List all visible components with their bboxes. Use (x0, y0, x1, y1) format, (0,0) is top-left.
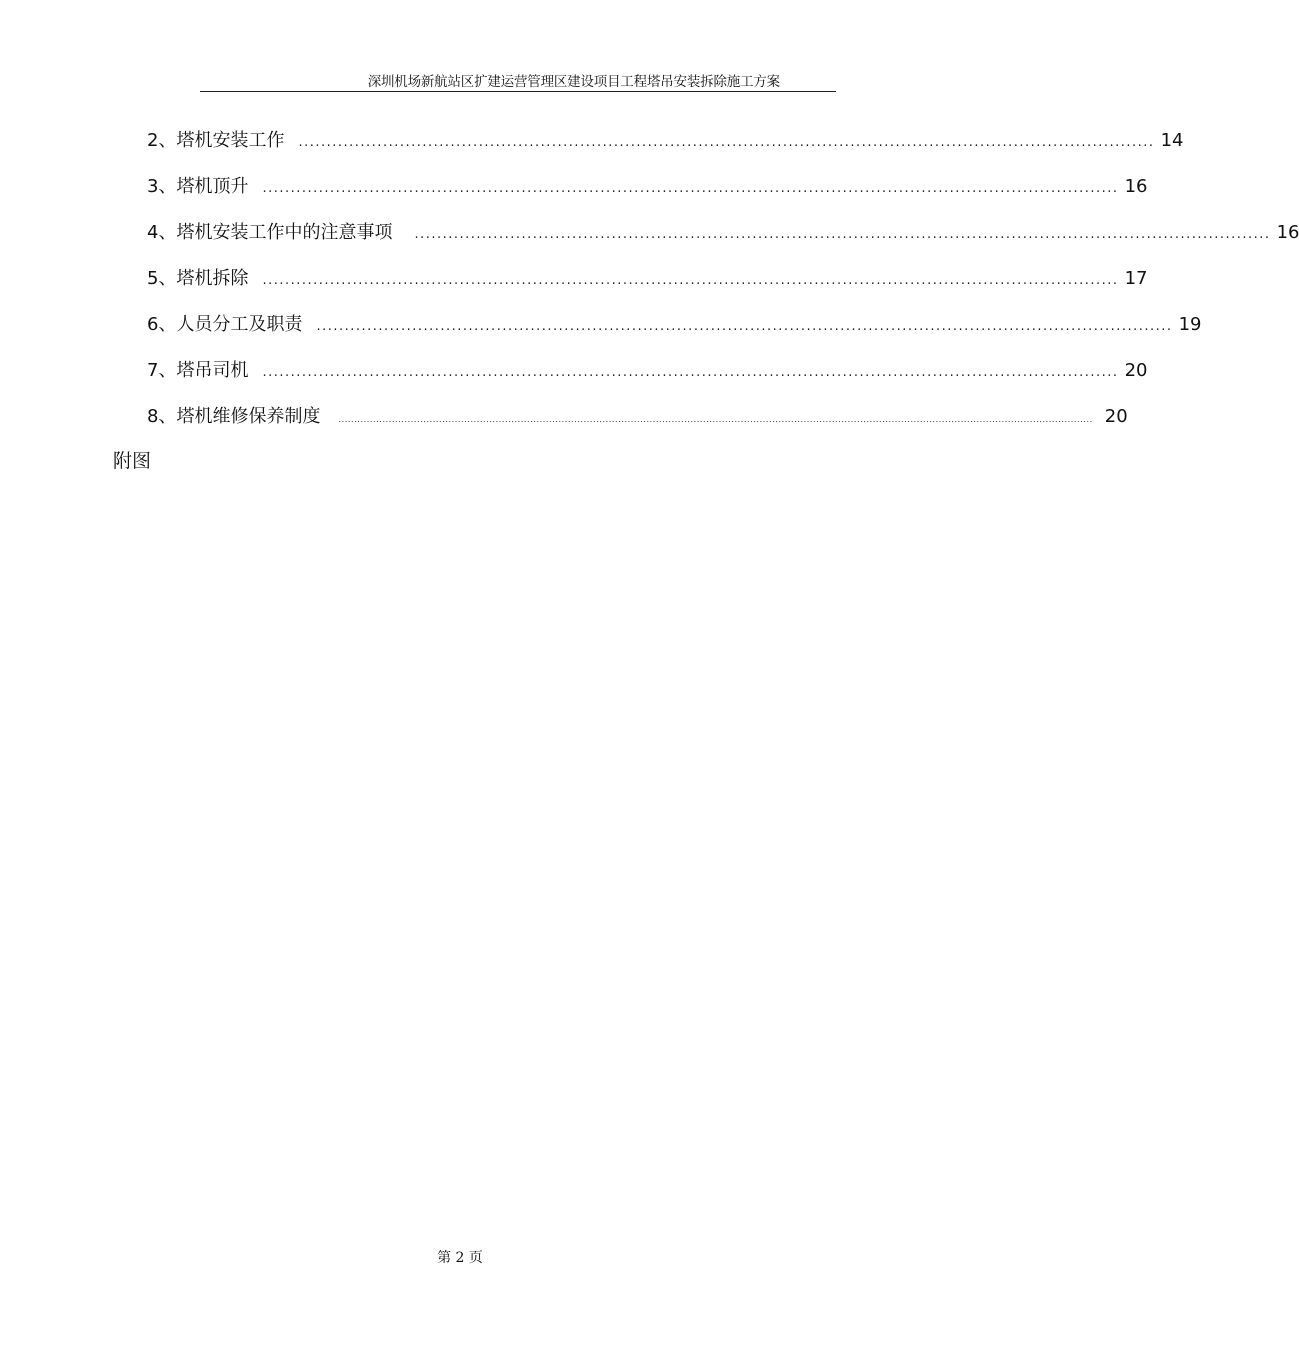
toc-page-number: 16 (1276, 222, 1299, 243)
toc-number: 8、 (147, 406, 177, 427)
toc-entry[interactable] (147, 312, 1202, 338)
toc-leader-dots: ........................................................................................................................................................ (298, 135, 1155, 150)
toc-leader-dots: ........................................................................................................................................................ (414, 227, 1271, 242)
toc-leader-dots: ........................................................................................................................................................ (316, 319, 1173, 334)
toc-title: 塔机安装工作中的注意事项 (176, 222, 393, 243)
toc-title: 塔机顶升 (176, 176, 249, 197)
toc-page-number: 20 (1104, 406, 1128, 427)
toc-title: 塔机安装工作 (176, 130, 285, 151)
toc-title: 人员分工及职责 (176, 314, 303, 335)
toc-entry[interactable] (147, 220, 1299, 246)
page-number: 第 2 页 (437, 1250, 483, 1266)
toc-leader-dots: ........................................................................................................................................................ (262, 181, 1119, 196)
toc-page-number: 19 (1178, 314, 1202, 335)
toc-title: 塔机拆除 (176, 268, 249, 289)
toc-leader-dots: ........................................................................................................................................................ (262, 365, 1119, 380)
toc-number: 2、 (147, 130, 177, 151)
toc-page-number: 20 (1124, 360, 1148, 381)
toc-entry[interactable] (147, 128, 1184, 154)
toc-entry[interactable] (147, 174, 1148, 200)
toc-number: 3、 (147, 176, 177, 197)
toc-entry[interactable] (147, 266, 1148, 292)
toc-number: 7、 (147, 360, 177, 381)
toc-number: 5、 (147, 268, 177, 289)
toc-entry[interactable] (147, 404, 1128, 430)
toc-title: 塔吊司机 (176, 360, 249, 381)
toc-number: 4、 (147, 222, 177, 243)
page-header (200, 72, 836, 92)
toc-number: 6、 (147, 314, 177, 335)
header-title: 深圳机场新航站区扩建运营管理区建设项目工程塔吊安装拆除施工方案 (367, 74, 780, 90)
appendix-heading[interactable]: 附图 (113, 450, 152, 472)
toc-title: 塔机维修保养制度 (176, 406, 321, 427)
toc-page-number: 17 (1124, 268, 1148, 289)
toc-leader-dots: ........................................................................................................................................................ (262, 273, 1119, 288)
page-footer (0, 1248, 950, 1268)
toc-page-number: 16 (1124, 176, 1148, 197)
toc-page-number: 14 (1160, 130, 1184, 151)
toc-leader-dots: ................................................................................................................................................................................................................................................ (338, 415, 1093, 424)
toc-entry[interactable] (147, 358, 1148, 384)
